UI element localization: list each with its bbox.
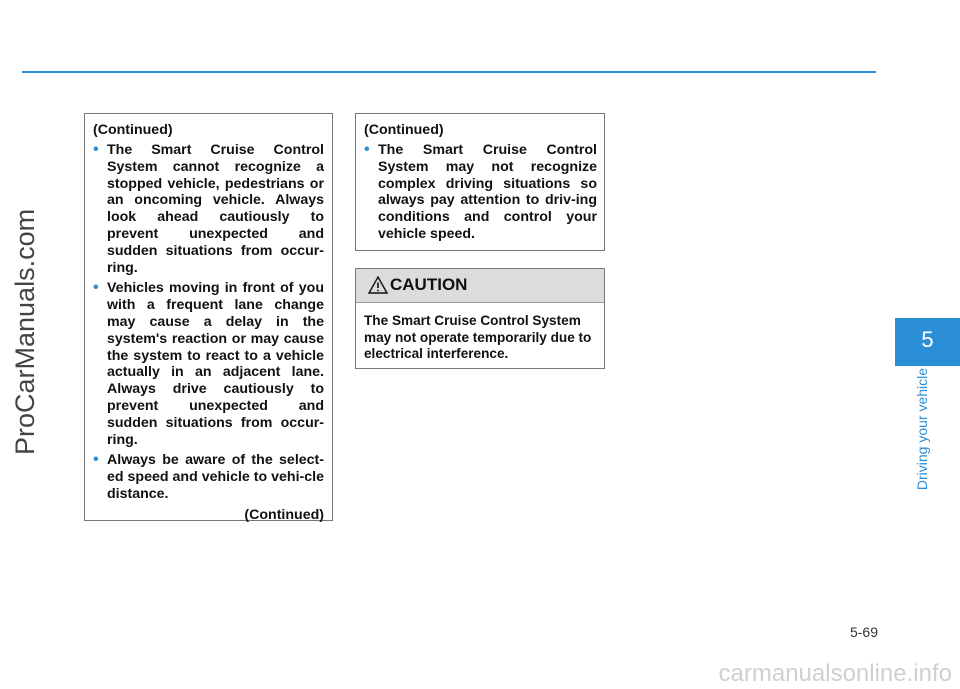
list-item: • The Smart Cruise Control System cannot recognize a stopped vehicle, pedestrians or an oncoming vehicle. Always look ahead cautiously to prevent unexpected and sudden situations from occur-ring. bbox=[93, 141, 324, 276]
bullet-icon: • bbox=[93, 451, 99, 469]
list-item: • Always be aware of the select-ed speed and vehicle to vehi-cle distance. bbox=[93, 451, 324, 502]
warning-box-continued-2 bbox=[355, 113, 605, 251]
continued-label-top: (Continued) bbox=[364, 122, 444, 138]
chapter-number: 5 bbox=[921, 327, 934, 352]
warning-triangle-icon bbox=[368, 275, 388, 295]
footer-watermark: carmanualsonline.info bbox=[718, 660, 952, 687]
caution-box bbox=[355, 268, 605, 369]
watermark-text: ProCarManuals.com bbox=[10, 208, 40, 455]
continued-label-bottom: (Continued) bbox=[244, 506, 324, 523]
bullet-list bbox=[364, 142, 597, 243]
caution-header bbox=[356, 269, 604, 303]
list-item: • Vehicles moving in front of you with a frequent lane change may cause a delay in the system's reaction or may cause the system to react to a vehicle actually in an adjacent lane. Always drive cautiously to prevent unexpected and sudden situations from occur-ring. bbox=[93, 279, 324, 448]
bullet-icon: • bbox=[93, 141, 99, 158]
caution-title: CAUTION bbox=[390, 275, 468, 294]
chapter-tab bbox=[895, 318, 960, 366]
warning-box-continued bbox=[84, 113, 333, 521]
header-rule bbox=[22, 71, 876, 73]
page-number: 5-69 bbox=[849, 624, 878, 640]
caution-text: The Smart Cruise Control System may not operate temporarily due to electrical interference. bbox=[364, 313, 592, 361]
list-item: • The Smart Cruise Control System may not recognize complex driving situations so always pay attention to driv-ing conditions and control your vehicle speed. bbox=[364, 141, 597, 242]
chapter-title: Driving your vehicle bbox=[914, 367, 930, 491]
bullet-icon: • bbox=[93, 279, 99, 297]
continued-label-top: (Continued) bbox=[93, 122, 173, 138]
bullet-icon: • bbox=[364, 141, 370, 158]
bullet-list bbox=[93, 142, 324, 503]
